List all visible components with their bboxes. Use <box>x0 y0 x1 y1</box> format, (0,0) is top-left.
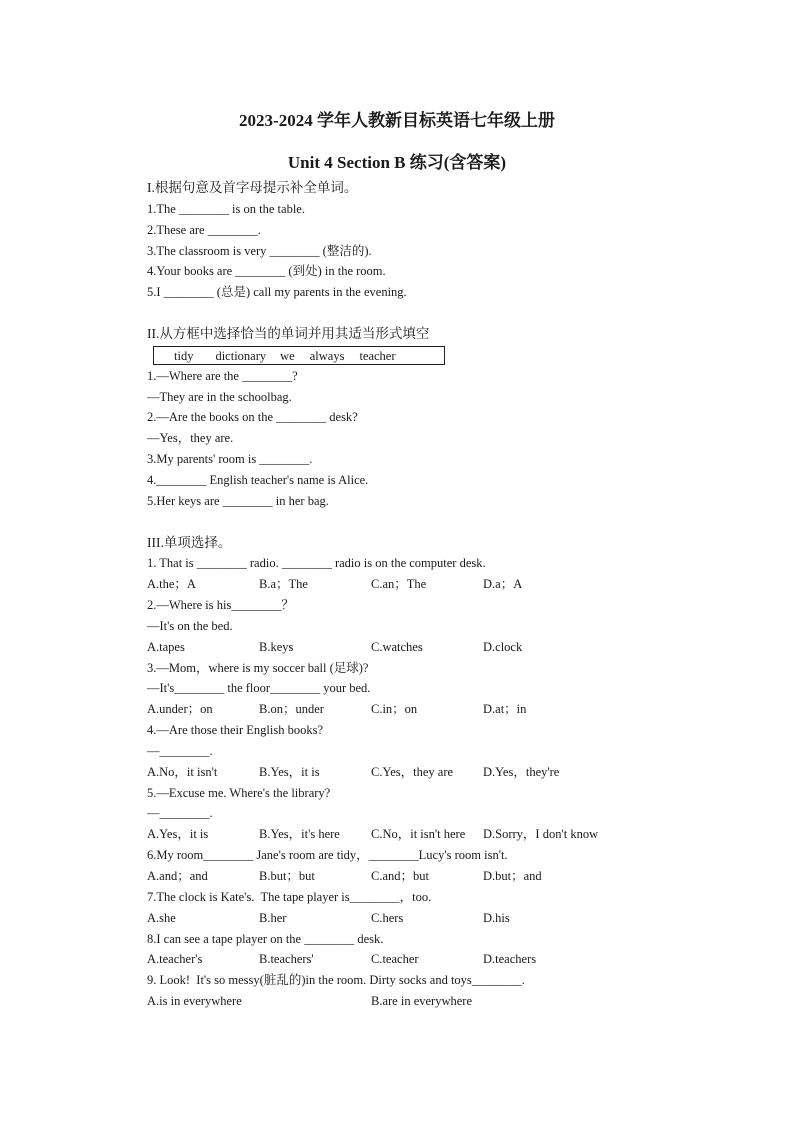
question-text: —________. <box>147 743 213 758</box>
answer-options <box>147 824 767 845</box>
answer-option: D.Sorry，I don't know <box>483 827 599 842</box>
answer-option: D.but；and <box>483 869 542 883</box>
answer-option: C.watches <box>371 639 423 654</box>
answer-option: A.the；A <box>147 577 196 592</box>
fill-blank-item: 5.I ________ (总是) call my parents in the evening. <box>147 285 407 300</box>
word-box-word: always <box>309 348 345 363</box>
section-2-items <box>147 366 767 512</box>
word-box-word: tidy <box>174 348 194 363</box>
answer-options <box>147 699 767 720</box>
answer-options <box>147 574 767 595</box>
answer-options <box>147 762 767 783</box>
answer-option: A.tapes <box>147 639 185 654</box>
document-subtitle: Unit 4 Section B 练习(含答案) <box>287 153 507 172</box>
fill-blank-item: 3.My parents' room is ________. <box>147 452 313 467</box>
question-text: —It's________ the floor________ your bed. <box>147 681 371 696</box>
section-1-heading: I.根据句意及首字母提示补全单词。 <box>147 180 358 195</box>
document-title: 2023-2024 学年人教新目标英语七年级上册 <box>239 111 555 130</box>
question-text: 2.—Where is his________？ <box>147 598 294 613</box>
section-1-items <box>147 199 767 303</box>
answer-options <box>147 637 767 658</box>
fill-blank-item: 1.The ________ is on the table. <box>147 201 305 216</box>
answer-options <box>147 866 767 887</box>
answer-option: B.her <box>259 910 287 925</box>
answer-options <box>147 908 767 929</box>
answer-option: D.teachers <box>483 952 537 967</box>
answer-option: B.a；The <box>259 577 308 592</box>
answer-options <box>147 991 767 1012</box>
answer-option: C.No，it isn't here <box>371 827 466 842</box>
fill-blank-item: 2.These are ________. <box>147 222 261 237</box>
answer-option: B.keys <box>259 639 294 654</box>
answer-option: D.Yes，they're <box>483 764 560 779</box>
section-3-questions <box>147 553 767 1012</box>
answer-option: B.are in everywhere <box>371 994 472 1009</box>
word-box-word: we <box>280 348 295 363</box>
answer-option: C.Yes，they are <box>371 764 454 779</box>
fill-blank-item: 5.Her keys are ________ in her bag. <box>147 493 329 508</box>
answer-option: A.No，it isn't <box>147 764 218 779</box>
question-text: 8.I can see a tape player on the ________ desk. <box>147 931 384 946</box>
word-box-word: teacher <box>359 348 396 363</box>
answer-option: C.and；but <box>371 869 429 883</box>
question-text: 3.—Mom，where is my soccer ball (足球)? <box>147 660 369 675</box>
answer-option: A.is in everywhere <box>147 994 242 1009</box>
question-text: 9. Look! It's so messy(脏乱的)in the room. Dirty socks and toys________. <box>147 973 525 988</box>
fill-blank-item: —They are in the schoolbag. <box>147 389 292 404</box>
fill-blank-item: 4.Your books are ________ (到处) in the room. <box>147 264 386 279</box>
question-text: 6.My room________ Jane's room are tidy，________Lucy's room isn't. <box>147 848 508 863</box>
answer-option: D.a；A <box>483 577 523 592</box>
answer-option: B.but；but <box>259 869 315 883</box>
section-3-heading: III.单项选择。 <box>147 534 232 550</box>
answer-option: A.Yes，it is <box>147 827 209 842</box>
fill-blank-item: 1.—Where are the ________? <box>147 368 298 383</box>
answer-option: D.his <box>483 910 510 925</box>
question-text: —It's on the bed. <box>147 618 233 633</box>
question-text: 4.—Are those their English books? <box>147 723 324 738</box>
answer-option: A.she <box>147 910 176 925</box>
answer-option: C.teacher <box>371 952 419 967</box>
answer-option: A.under；on <box>147 702 213 717</box>
answer-option: A.teacher's <box>147 952 203 967</box>
question-text: 5.—Excuse me. Where's the library? <box>147 785 331 800</box>
fill-blank-item: 3.The classroom is very ________ (整洁的). <box>147 243 372 258</box>
answer-option: D.clock <box>483 639 523 654</box>
word-box <box>153 346 445 365</box>
answer-option: A.and；and <box>147 869 208 883</box>
answer-option: C.in；on <box>371 702 418 717</box>
fill-blank-item: 4.________ English teacher's name is Alice. <box>147 472 369 487</box>
question-text: 1. That is ________ radio. ________ radio is on the computer desk. <box>147 556 486 571</box>
question-text: 7.The clock is Kate's. The tape player is________，too. <box>147 889 432 904</box>
answer-option: D.at；in <box>483 702 527 717</box>
word-box-word: dictionary <box>215 348 267 363</box>
answer-option: C.an；The <box>371 577 427 592</box>
answer-option: B.teachers' <box>259 952 314 967</box>
fill-blank-item: 2.—Are the books on the ________ desk? <box>147 410 358 425</box>
answer-options <box>147 949 767 970</box>
document-body <box>147 178 767 1012</box>
section-2-heading: II.从方框中选择恰当的单词并用其适当形式填空 <box>147 325 430 341</box>
answer-option: C.hers <box>371 910 404 925</box>
answer-option: B.Yes，it is <box>259 764 320 779</box>
answer-option: B.Yes，it's here <box>259 827 340 842</box>
fill-blank-item: —Yes，they are. <box>147 431 234 446</box>
question-text: —________. <box>147 806 213 821</box>
answer-option: B.on；under <box>259 702 324 717</box>
